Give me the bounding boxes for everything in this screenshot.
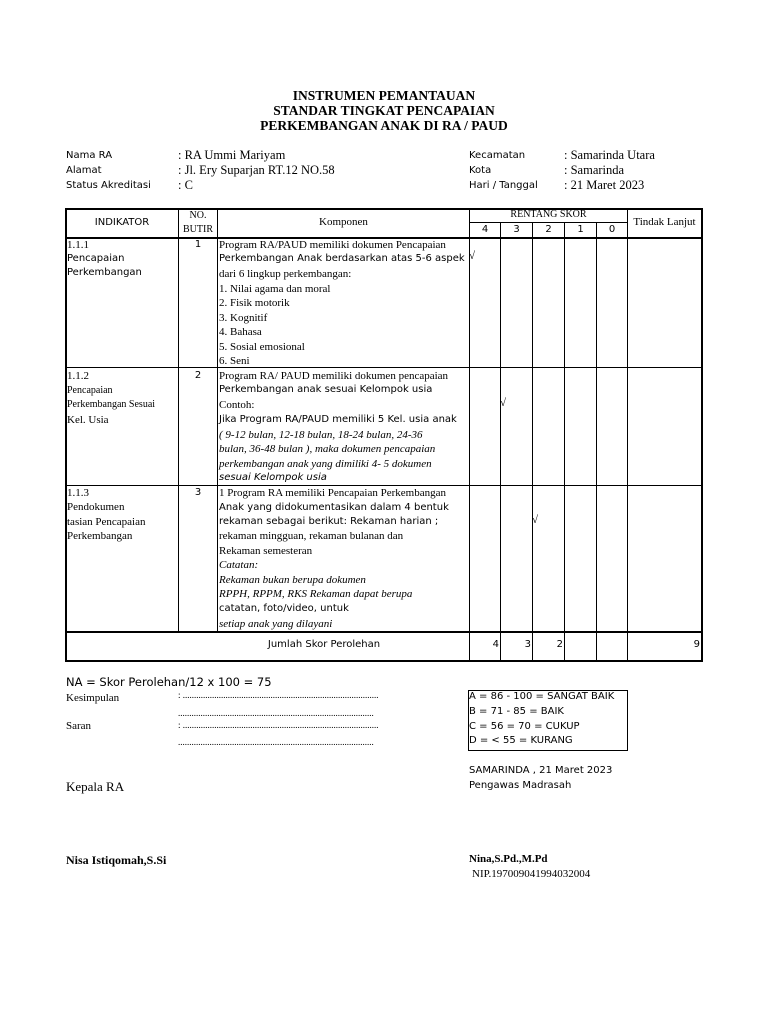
indikator-code: 1.1.3 bbox=[67, 487, 89, 499]
header-score-0: 0 bbox=[608, 224, 616, 235]
doc-title-line-2: STANDAR TINGKAT PENCAPAIAN bbox=[273, 103, 495, 118]
indikator-text: Pendokumen bbox=[67, 501, 125, 513]
komponen-list-item: 5. Sosial emosional bbox=[219, 341, 305, 353]
header-rentang-skor: RENTANG SKOR bbox=[510, 209, 587, 220]
komponen-text: Anak yang didokumentasikan dalam 4 bentuk bbox=[219, 502, 449, 513]
check-mark: √ bbox=[532, 514, 539, 526]
header-score-2: 2 bbox=[545, 224, 552, 235]
indikator-text: tasian Pencapaian bbox=[67, 516, 146, 528]
alamat-label: Alamat bbox=[66, 165, 102, 176]
kota-label: Kota bbox=[469, 165, 492, 176]
check-mark: √ bbox=[500, 397, 507, 409]
komponen-text: sesuai Kelompok usia bbox=[219, 472, 327, 483]
header-komponen: Komponen bbox=[319, 216, 368, 228]
tanggal-value: : 21 Maret 2023 bbox=[564, 178, 645, 192]
total-score-3: 3 bbox=[524, 639, 531, 650]
kecamatan-label: Kecamatan bbox=[469, 150, 526, 161]
butir-number: 2 bbox=[194, 370, 202, 381]
komponen-text: Contoh: bbox=[219, 399, 255, 411]
nama-ra-value: : RA Ummi Mariyam bbox=[178, 148, 286, 162]
komponen-list-item: 1. Nilai agama dan moral bbox=[219, 283, 331, 295]
tanggal-label: Hari / Tanggal bbox=[469, 180, 538, 191]
header-butir: BUTIR bbox=[183, 224, 213, 235]
check-mark: √ bbox=[469, 250, 476, 262]
doc-title-line-1: INSTRUMEN PEMANTAUAN bbox=[292, 88, 476, 103]
komponen-text: Perkembangan anak sesuai Kelompok usia bbox=[219, 384, 433, 395]
indikator-text: Perkembangan bbox=[67, 267, 142, 278]
komponen-list-item: 6. Seni bbox=[219, 355, 250, 367]
kepala-title: Kepala RA bbox=[66, 779, 125, 794]
nama-ra-label: Nama RA bbox=[66, 150, 113, 161]
pengawas-title: Pengawas Madrasah bbox=[469, 780, 572, 791]
legend-item: C = 56 = 70 = CUKUP bbox=[469, 721, 580, 732]
komponen-text: 1 Program RA memiliki Pencapaian Perkembangan bbox=[219, 487, 446, 499]
butir-number: 1 bbox=[194, 239, 202, 250]
header-score-4: 4 bbox=[481, 224, 489, 235]
kepala-name: Nisa Istiqomah,S.Si bbox=[66, 853, 167, 867]
indikator-code: 1.1.2 bbox=[67, 370, 89, 382]
komponen-list-item: 3. Kognitif bbox=[219, 312, 268, 324]
komponen-text: dari 6 lingkup perkembangan: bbox=[219, 268, 352, 280]
indikator-text: Pencapaian bbox=[67, 385, 113, 396]
header-score-1: 1 bbox=[577, 224, 584, 235]
total-sum: 9 bbox=[693, 639, 700, 650]
pengawas-nip: NIP.197009041994032004 bbox=[472, 868, 591, 880]
header-score-3: 3 bbox=[513, 224, 520, 235]
legend-item: B = 71 - 85 = BAIK bbox=[469, 706, 564, 717]
indikator-text: Perkembangan Sesuai bbox=[67, 399, 156, 410]
saran-dots: ....................................................................................... bbox=[178, 737, 374, 747]
header-indikator: INDIKATOR bbox=[94, 217, 150, 228]
komponen-text: rekaman mingguan, rekaman bulanan dan bbox=[219, 530, 404, 542]
total-score-4: 4 bbox=[492, 639, 499, 650]
place-date: SAMARINDA , 21 Maret 2023 bbox=[469, 765, 613, 776]
total-label: Jumlah Skor Perolehan bbox=[267, 639, 381, 650]
komponen-text: setiap anak yang dilayani bbox=[219, 618, 333, 630]
kesimpulan-dots: ....................................................................................... bbox=[178, 708, 374, 718]
legend-item: D = < 55 = KURANG bbox=[469, 735, 573, 746]
saran-dots: : ....................................................................................... bbox=[178, 720, 379, 730]
komponen-text: Jika Program RA/PAUD memiliki 5 Kel. usia anak bbox=[219, 414, 457, 425]
komponen-text: RPPH, RPPM, RKS Rekaman dapat berupa bbox=[219, 588, 413, 600]
doc-title-line-3: PERKEMBANGAN ANAK DI RA / PAUD bbox=[260, 118, 508, 133]
alamat-value: : Jl. Ery Suparjan RT.12 NO.58 bbox=[178, 163, 335, 177]
indikator-text: Kel. Usia bbox=[67, 414, 109, 426]
status-akreditasi-value: : C bbox=[178, 178, 193, 192]
header-no: NO. bbox=[189, 210, 207, 221]
total-score-2: 2 bbox=[556, 639, 563, 650]
header-tindak-lanjut: Tindak Lanjut bbox=[633, 216, 696, 228]
indikator-text: Pencapaian bbox=[67, 253, 125, 264]
grade-legend-box bbox=[468, 690, 628, 751]
komponen-text: catatan, foto/video, untuk bbox=[219, 603, 349, 614]
status-akreditasi-label: Status Akreditasi bbox=[66, 180, 151, 191]
komponen-text: bulan, 36-48 bulan ), maka dokumen pencapaian bbox=[219, 443, 436, 455]
saran-label: Saran bbox=[66, 720, 92, 732]
kesimpulan-dots: : ....................................................................................... bbox=[178, 690, 379, 700]
komponen-text: Rekaman semesteran bbox=[219, 545, 313, 557]
komponen-list-item: 2. Fisik motorik bbox=[219, 297, 290, 309]
indikator-code: 1.1.1 bbox=[67, 239, 89, 251]
kecamatan-value: : Samarinda Utara bbox=[564, 148, 655, 162]
komponen-text: Catatan: bbox=[219, 559, 259, 571]
butir-number: 3 bbox=[194, 487, 202, 498]
komponen-list-item: 4. Bahasa bbox=[219, 326, 262, 338]
komponen-text: Rekaman bukan berupa dokumen bbox=[219, 574, 366, 586]
komponen-text: Perkembangan Anak berdasarkan atas 5-6 aspek bbox=[219, 253, 465, 264]
na-formula: NA = Skor Perolehan/12 x 100 = 75 bbox=[66, 675, 272, 689]
komponen-text: Program RA/ PAUD memiliki dokumen pencapaian bbox=[219, 370, 449, 382]
komponen-text: ( 9-12 bulan, 12-18 bulan, 18-24 bulan, 24-36 bbox=[219, 429, 423, 441]
kota-value: : Samarinda bbox=[564, 163, 625, 177]
indikator-text: Perkembangan bbox=[67, 530, 133, 542]
legend-item: A = 86 - 100 = SANGAT BAIK bbox=[469, 691, 615, 702]
pengawas-name: Nina,S.Pd.,M.Pd bbox=[469, 853, 548, 865]
komponen-text: rekaman sebagai berikut: Rekaman harian ; bbox=[219, 516, 439, 527]
kesimpulan-label: Kesimpulan bbox=[66, 692, 120, 704]
komponen-text: perkembangan anak yang dimiliki 4- 5 dokumen bbox=[219, 458, 432, 470]
komponen-text: Program RA/PAUD memiliki dokumen Pencapaian bbox=[219, 239, 446, 251]
